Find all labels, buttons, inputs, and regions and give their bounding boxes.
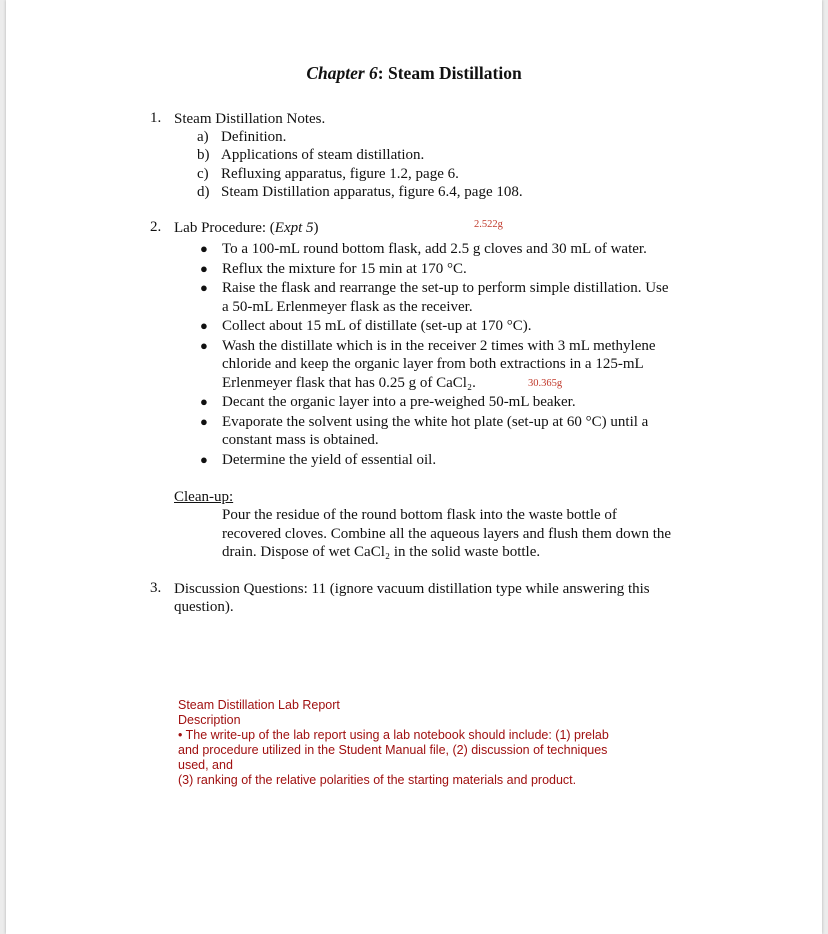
item-letter: a) [197, 129, 209, 145]
bullet-icon: ● [200, 318, 208, 333]
section-1-item [197, 183, 523, 202]
section-3-line: question). [174, 599, 234, 615]
item-letter: d) [197, 184, 210, 200]
item-text: Applications of steam distillation. [221, 147, 425, 163]
bullet-icon: ● [200, 280, 208, 295]
section-1-item [197, 165, 459, 184]
bullet-icon: ● [200, 241, 208, 256]
report-title: Steam Distillation Lab Report [178, 698, 340, 712]
document-page [6, 0, 822, 934]
report-subtitle: Description [178, 713, 241, 727]
section-1-item [197, 146, 424, 165]
section-1-heading: Steam Distillation Notes. [174, 111, 326, 127]
procedure-step: Raise the flask and rearrange the set-up to perform simple distillation. Use [222, 280, 669, 296]
procedure-step: Collect about 15 mL of distillate (set-up at 170 °C). [222, 318, 532, 334]
cleanup-line: recovered cloves. Combine all the aqueous layers and flush them down the [222, 526, 672, 542]
bullet-icon: ● [200, 414, 208, 429]
procedure-step: Reflux the mixture for 15 min at 170 °C. [222, 261, 467, 277]
cleanup-line: drain. Dispose of wet CaCl₂ in the solid waste bottle. [222, 544, 541, 560]
procedure-step: To a 100-mL round bottom flask, add 2.5 g cloves and 30 mL of water. [222, 241, 647, 257]
section-2-heading [174, 219, 319, 238]
section-2-number: 2. [150, 219, 162, 235]
procedure-step-cont: a 50-mL Erlenmeyer flask as the receiver. [222, 299, 473, 315]
item-text: Definition. [221, 129, 287, 145]
bullet-icon: ● [200, 394, 208, 409]
section-3-line: Discussion Questions: 11 (ignore vacuum distillation type while answering this [174, 581, 650, 597]
report-body: • The write-up of the lab report using a lab notebook should include: (1) prelab and procedure utilized in the Student Manual file, (2) discussion of techniques used, and [178, 728, 609, 772]
section-1-item [197, 128, 286, 147]
handwritten-mass-annotation: 2.522g [474, 219, 503, 230]
lab-report-comment [178, 698, 618, 788]
procedure-step-cont: chloride and keep the organic layer from both extractions in a 125-mL [222, 356, 644, 372]
title-rest: : Steam Distillation [377, 63, 522, 83]
heading-italic: Expt 5 [274, 220, 314, 236]
handwritten-mass-annotation: 30.365g [528, 378, 563, 389]
procedure-step-cont: Erlenmeyer flask that has 0.25 g of CaCl₂. [222, 375, 476, 391]
report-body-end: (3) ranking of the relative polarities of the starting materials and product. [178, 773, 577, 787]
title-chapter: Chapter 6 [306, 63, 378, 83]
cleanup-heading: Clean-up: [174, 489, 234, 505]
section-1-number: 1. [150, 110, 162, 126]
bullet-icon: ● [200, 452, 208, 467]
procedure-step: Evaporate the solvent using the white hot plate (set-up at 60 °C) until a [222, 414, 649, 430]
heading-prefix: Lab Procedure: ( [174, 220, 275, 236]
cleanup-line: Pour the residue of the round bottom flask into the waste bottle of [222, 507, 617, 523]
procedure-step: Determine the yield of essential oil. [222, 452, 437, 468]
item-text: Steam Distillation apparatus, figure 6.4, page 108. [221, 184, 523, 200]
item-letter: c) [197, 166, 209, 182]
item-letter: b) [197, 147, 210, 163]
procedure-step: Wash the distillate which is in the receiver 2 times with 3 mL methylene [222, 338, 656, 354]
page-title [6, 63, 822, 84]
section-3-number: 3. [150, 580, 162, 596]
item-text: Refluxing apparatus, figure 1.2, page 6. [221, 166, 459, 182]
heading-suffix: ) [313, 220, 319, 236]
bullet-icon: ● [200, 261, 208, 276]
procedure-step-cont: constant mass is obtained. [222, 432, 379, 448]
bullet-icon: ● [200, 338, 208, 353]
procedure-step: Decant the organic layer into a pre-weighed 50-mL beaker. [222, 394, 576, 410]
